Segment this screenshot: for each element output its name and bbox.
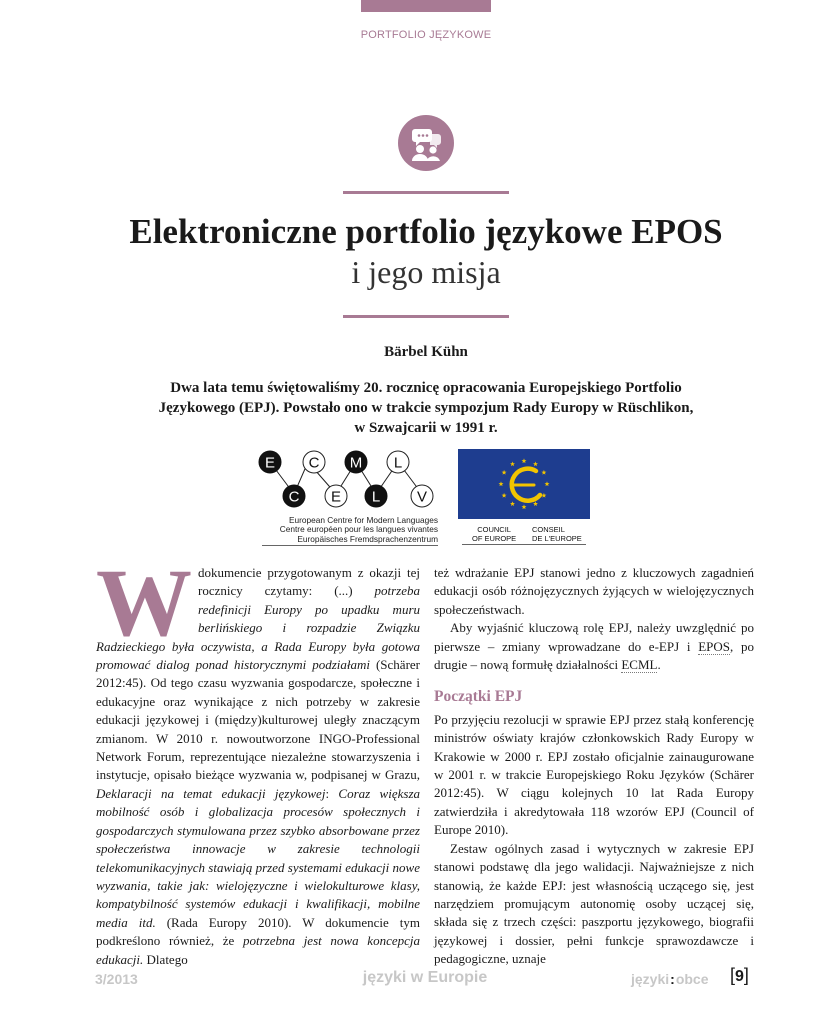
header-color-band	[361, 0, 491, 12]
coe-divider	[462, 544, 586, 545]
title-rule-top	[343, 191, 509, 194]
coe-star	[533, 501, 538, 506]
title-rule-bottom	[343, 315, 509, 318]
ecml-divider	[262, 545, 438, 546]
body-text: :	[325, 785, 339, 801]
footer-brand-a: języki	[631, 971, 670, 987]
body-paragraph: Po przyjęciu rezolucji w sprawie EPJ przez stałą konferencję ministrów oświaty krajów członkowskich Rady Europy w Krakowie w 2000 r. EPJ zostało oficjalnie zainaugurowane w 2001 r. w trakcie Europejskiego Roku Języków (Schärer 2012:45). W ciągu kolejnych 10 lat Rada Europy zatwierdziła i akredytowała 118 wzorów EPJ (Council of Europe 2010).	[434, 711, 754, 838]
coe-star	[502, 470, 507, 475]
section-label: PORTFOLIO JĘZYKOWE	[360, 29, 492, 41]
lead-line-3: w Szwajcarii w 1991 r.	[354, 420, 498, 436]
ecml-logo	[258, 448, 438, 548]
coe-flag	[458, 449, 590, 519]
body-quote: potrzebna jest nowa koncepcja edukacji.	[96, 933, 420, 967]
footer-issue: 3/2013	[95, 971, 138, 987]
speech-bubbles-people-icon	[398, 115, 454, 171]
body-text: dokumencie przygotowanym z okazji tej rocznicy czytamy: (...)	[198, 565, 420, 599]
body-paragraph: Zestaw ogólnych zasad i wytycznych w zakresie EPJ stanowi podstawę dla jego walidacji. Najważniejsze z nich stanowią, że każde EPJ: jest własnością uczącego się, jest narzędziem promującym autonomię osoby uczącej się, składa się z trzech części: paszportu językowego, biografii językowej i dossier, pełni funkcje sprawozdawcze i pedagogiczne, uznaje	[434, 840, 754, 967]
body-column-left	[96, 549, 421, 969]
ecml-link[interactable]: ECML	[621, 657, 658, 673]
body-text: .	[657, 657, 661, 673]
epos-link[interactable]: EPOS	[698, 638, 731, 654]
ecml-letter-bottom: V	[416, 488, 428, 506]
coe-star	[545, 481, 550, 486]
page-bracket-open: [	[730, 965, 736, 985]
coe-star	[510, 461, 515, 466]
coe-star	[502, 493, 507, 498]
lead-line-1: Dwa lata temu świętowaliśmy 20. rocznicę opracowania Europejskiego Portfolio	[170, 380, 682, 396]
ecml-letter-bottom: L	[371, 488, 381, 506]
coe-caption-en-1: COUNCIL	[477, 525, 511, 534]
footer-brand-b: obce	[675, 971, 709, 987]
body-paragraph	[96, 549, 421, 969]
body-text: (Schärer 2012:45). Od tego czasu wyzwania gospodarcze, społeczne i edukacyjne oraz wynikające z nich potrzeby w zakresie edukacji językowej i (między)kulturowej uległy znaczącym zmianom. W 2010 r. nowoutworzone INGO-Professional Network Forum, reprezentujące niezależne stowarzyszenia i instytucje, opisało bieżące wyzwania w, podpisanej w Grazu,	[96, 657, 420, 783]
body-quote: Deklaracji na temat edukacji językowej	[96, 785, 326, 801]
coe-star	[499, 481, 504, 486]
author-name: Bärbel Kühn	[384, 344, 468, 360]
article-title: Elektroniczne portfolio językowe EPOS	[129, 212, 723, 251]
council-of-europe-logo	[458, 449, 590, 547]
ecml-letter-top: M	[349, 454, 363, 472]
body-text: Dlatego	[143, 951, 188, 967]
body-text: Aby wyjaśnić kluczową rolę EPJ, należy uwzględnić po pierwsze – zmiany wprowadzane do e-EPJ i	[434, 620, 754, 654]
section-heading: Początki EPJ	[434, 688, 523, 706]
coe-caption-en	[472, 525, 516, 543]
footer-brand	[631, 971, 709, 987]
lead-line-2: Językowego (EPJ). Powstało ono w trakcie sympozjum Rady Europy w Rüschlikon,	[158, 400, 694, 416]
ecml-letter-top: L	[393, 454, 403, 472]
ecml-caption-en: European Centre for Modern Languages	[289, 515, 438, 525]
body-text: , po drugie – nową formułę działalności	[434, 638, 754, 673]
body-column-right	[434, 564, 754, 969]
coe-star	[541, 470, 546, 475]
page-bracket-close: ]	[743, 965, 749, 985]
page-number	[730, 965, 749, 986]
page-number-value: 9	[735, 968, 744, 985]
coe-star	[522, 504, 527, 509]
coe-star	[533, 461, 538, 466]
body-paragraph: też wdrażanie EPJ stanowi jedno z kluczowych zagadnień edukacji osób różnojęzycznych żyjących w wielojęzycznych społeczeństwach.	[434, 565, 754, 617]
drop-cap: W	[96, 549, 192, 656]
ecml-caption-de: Europäisches Fremdsprachenzentrum	[297, 533, 438, 544]
coe-caption-fr-2: DE L'EUROPE	[532, 534, 582, 543]
footer-magazine: języki w Europie	[362, 969, 488, 986]
ecml-caption-fr: Centre européen pour les langues vivantes	[279, 524, 438, 535]
ecml-letter-top: C	[308, 454, 320, 472]
body-paragraph	[434, 619, 754, 674]
ecml-letter-top: E	[264, 454, 276, 472]
body-quote: Coraz większa mobilność osób i globalizacja procesów społecznych i gospodarczych stymulowana przez szybko absorbowane przez społeczeństwa innowacje w zakresie technologii telekomunikacyjnych stawiają przed systemami edukacji nowe wyzwania, takie jak: wielojęzyczne i wielokulturowe klasy, kompatybilność systemów edukacji i kwalifikacji, mobilne media itd.	[96, 785, 421, 930]
coe-caption-fr	[532, 525, 582, 543]
article-subtitle: i jego misja	[351, 254, 501, 290]
ecml-caption	[258, 516, 438, 544]
coe-caption-en-2: OF EUROPE	[472, 534, 517, 543]
ecml-letter-bottom: C	[288, 488, 300, 506]
coe-caption-fr-1: CONSEIL	[532, 525, 565, 534]
ecml-letter-bottom: E	[330, 488, 342, 506]
body-text: (Rada Europy 2010). W dokumencie tym podkreślono również, że	[96, 914, 420, 949]
coe-star	[522, 458, 527, 463]
footer-brand-sep: :	[670, 971, 675, 987]
body-quote: potrzeba redefinicji Europy po upadku muru berlińskiego i rozpadzie Związku Radzieckiego była oczywista, a Rada Europy była gotowa promować dialog ponad historycznymi podziałami	[96, 583, 420, 673]
coe-star	[510, 501, 515, 506]
lead-paragraph	[110, 378, 742, 438]
